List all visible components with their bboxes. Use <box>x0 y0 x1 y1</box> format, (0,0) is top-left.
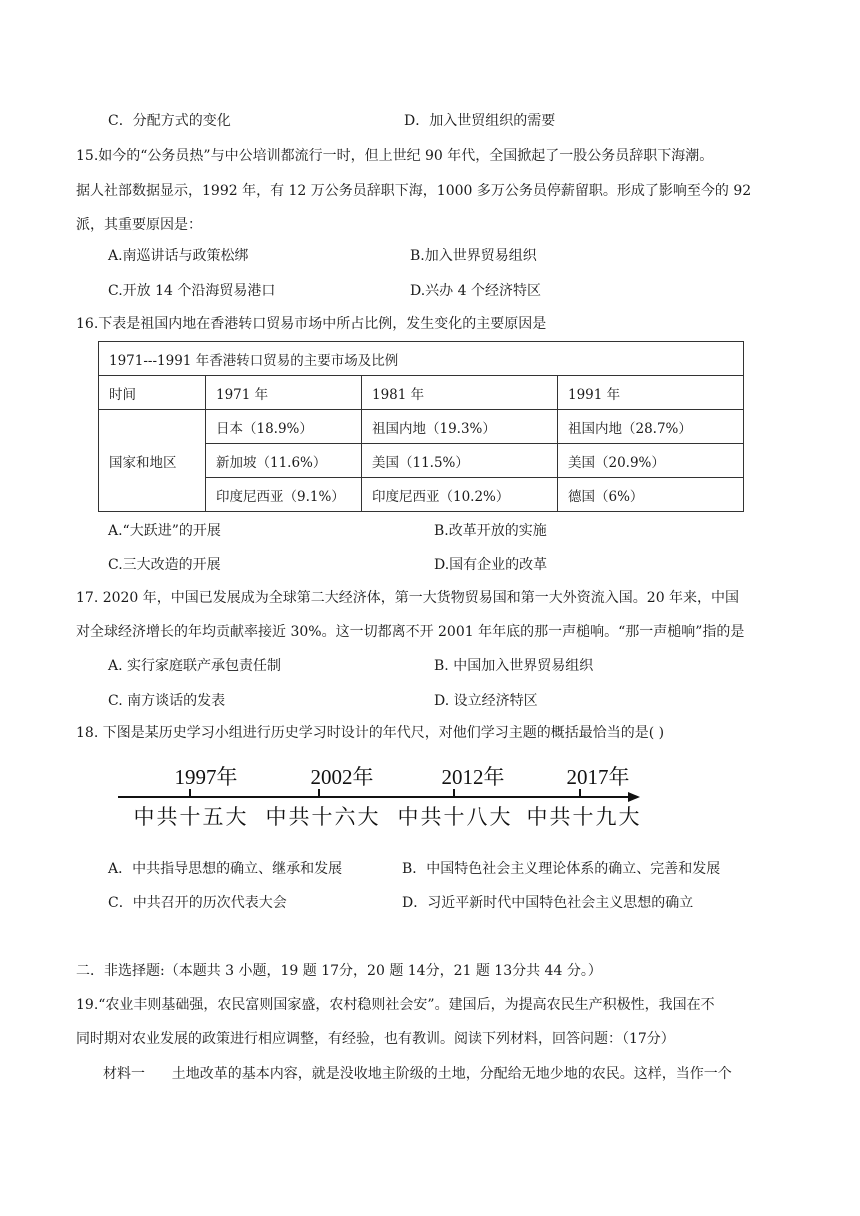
table-header-cell: 1971 年 <box>206 376 362 410</box>
q18-option-c: C．中共召开的历次代表大会 <box>108 895 287 911</box>
table-cell: 日本（18.9%） <box>206 410 362 444</box>
timeline-year: 2017年 <box>566 765 630 789</box>
q14-option-d: D．加入世贸组织的需要 <box>404 113 556 129</box>
table-row-label: 国家和地区 <box>99 410 206 512</box>
q15-option-b: B.加入世界贸易组织 <box>410 248 537 264</box>
q18-option-b: B．中国特色社会主义理论体系的确立、完善和发展 <box>402 861 721 877</box>
q17-option-a: A. 实行家庭联产承包责任制 <box>108 658 282 674</box>
q15-option-d: D.兴办 4 个经济特区 <box>410 283 541 299</box>
table-cell: 新加坡（11.6%） <box>206 444 362 478</box>
q15-stem-line1: 15.如今的“公务员热”与中公培训都流行一时，但上世纪 90 年代，全国掀起了一股公务员辞职下海潮。 <box>76 148 714 164</box>
table-cell: 德国（6%） <box>558 478 744 512</box>
section2-heading: 二．非选择题:（本题共 3 小题，19 题 17分，20 题 14分，21 题 13分共 44 分。） <box>76 963 602 979</box>
q16-option-c: C.三大改造的开展 <box>108 557 221 573</box>
table-header-cell: 1981 年 <box>362 376 558 410</box>
hk-reexport-table <box>98 341 744 512</box>
timeline-event: 中共十八大 <box>397 805 513 829</box>
timeline-event: 中共十六大 <box>265 805 381 829</box>
q17-stem-line2: 对全球经济增长的年均贡献率接近 30%。这一切都离不开 2001 年年底的那一声槌响。“那一声槌响”指的是 <box>76 624 745 640</box>
timeline-event: 中共十五大 <box>133 805 249 829</box>
timeline-event: 中共十九大 <box>526 805 642 829</box>
table-cell: 祖国内地（19.3%） <box>362 410 558 444</box>
q16-option-b: B.改革开放的实施 <box>434 523 547 539</box>
timeline-arrow-icon <box>628 792 640 802</box>
q18-option-d: D．习近平新时代中国特色社会主义思想的确立 <box>402 895 694 911</box>
q18-option-a: A．中共指导思想的确立、继承和发展 <box>108 861 343 877</box>
q19-material1: 材料一 土地改革的基本内容，就是没收地主阶级的土地，分配给无地少地的农民。这样，当作一个 <box>103 1066 732 1082</box>
q17-option-b: B. 中国加入世界贸易组织 <box>434 658 594 674</box>
table-cell: 美国（11.5%） <box>362 444 558 478</box>
q15-option-a: A.南巡讲话与政策松绑 <box>108 248 249 264</box>
table-cell: 美国（20.9%） <box>558 444 744 478</box>
table-cell: 印度尼西亚（10.2%） <box>362 478 558 512</box>
q15-option-c: C.开放 14 个沿海贸易港口 <box>108 283 276 299</box>
q16-option-d: D.国有企业的改革 <box>434 557 548 573</box>
timeline-year: 2012年 <box>441 765 505 789</box>
q17-option-d: D. 设立经济特区 <box>434 693 538 709</box>
q18-stem: 18. 下图是某历史学习小组进行历史学习时设计的年代尺，对他们学习主题的概括最恰当的是( ) <box>76 725 665 741</box>
q19-stem-line2: 同时期对农业发展的政策进行相应调整，有经验，也有教训。阅读下列材料，回答问题：（17分） <box>76 1031 675 1047</box>
q17-stem-line1: 17. 2020 年，中国已发展成为全球第二大经济体，第一大货物贸易国和第一大外资流入国。20 年来，中国 <box>76 590 740 606</box>
q15-stem-line2: 据人社部数据显示，1992 年，有 12 万公务员辞职下海，1000 多万公务员停薪留职。形成了影响至今的 92 <box>76 183 752 199</box>
timeline-year: 1997年 <box>174 765 238 789</box>
table-header-cell: 时间 <box>99 376 206 410</box>
q19-stem-line1: 19.“农业丰则基础强，农民富则国家盛，农村稳则社会安”。建国后，为提高农民生产积极性，我国在不 <box>76 997 715 1013</box>
q17-option-c: C. 南方谈话的发表 <box>108 693 226 709</box>
timeline-axis <box>110 760 650 840</box>
table-cell: 印度尼西亚（9.1%） <box>206 478 362 512</box>
q16-option-a: A.“大跃进”的开展 <box>108 523 221 539</box>
table-header-cell: 1991 年 <box>558 376 744 410</box>
q16-stem: 16.下表是祖国内地在香港转口贸易市场中所占比例，发生变化的主要原因是 <box>76 316 547 332</box>
q18-timeline <box>110 760 650 840</box>
table-cell: 祖国内地（28.7%） <box>558 410 744 444</box>
table-caption: 1971---1991 年香港转口贸易的主要市场及比例 <box>99 342 744 376</box>
q14-option-c: C．分配方式的变化 <box>108 113 231 129</box>
timeline-year: 2002年 <box>310 765 374 789</box>
q15-stem-line3: 派，其重要原因是： <box>76 217 202 233</box>
